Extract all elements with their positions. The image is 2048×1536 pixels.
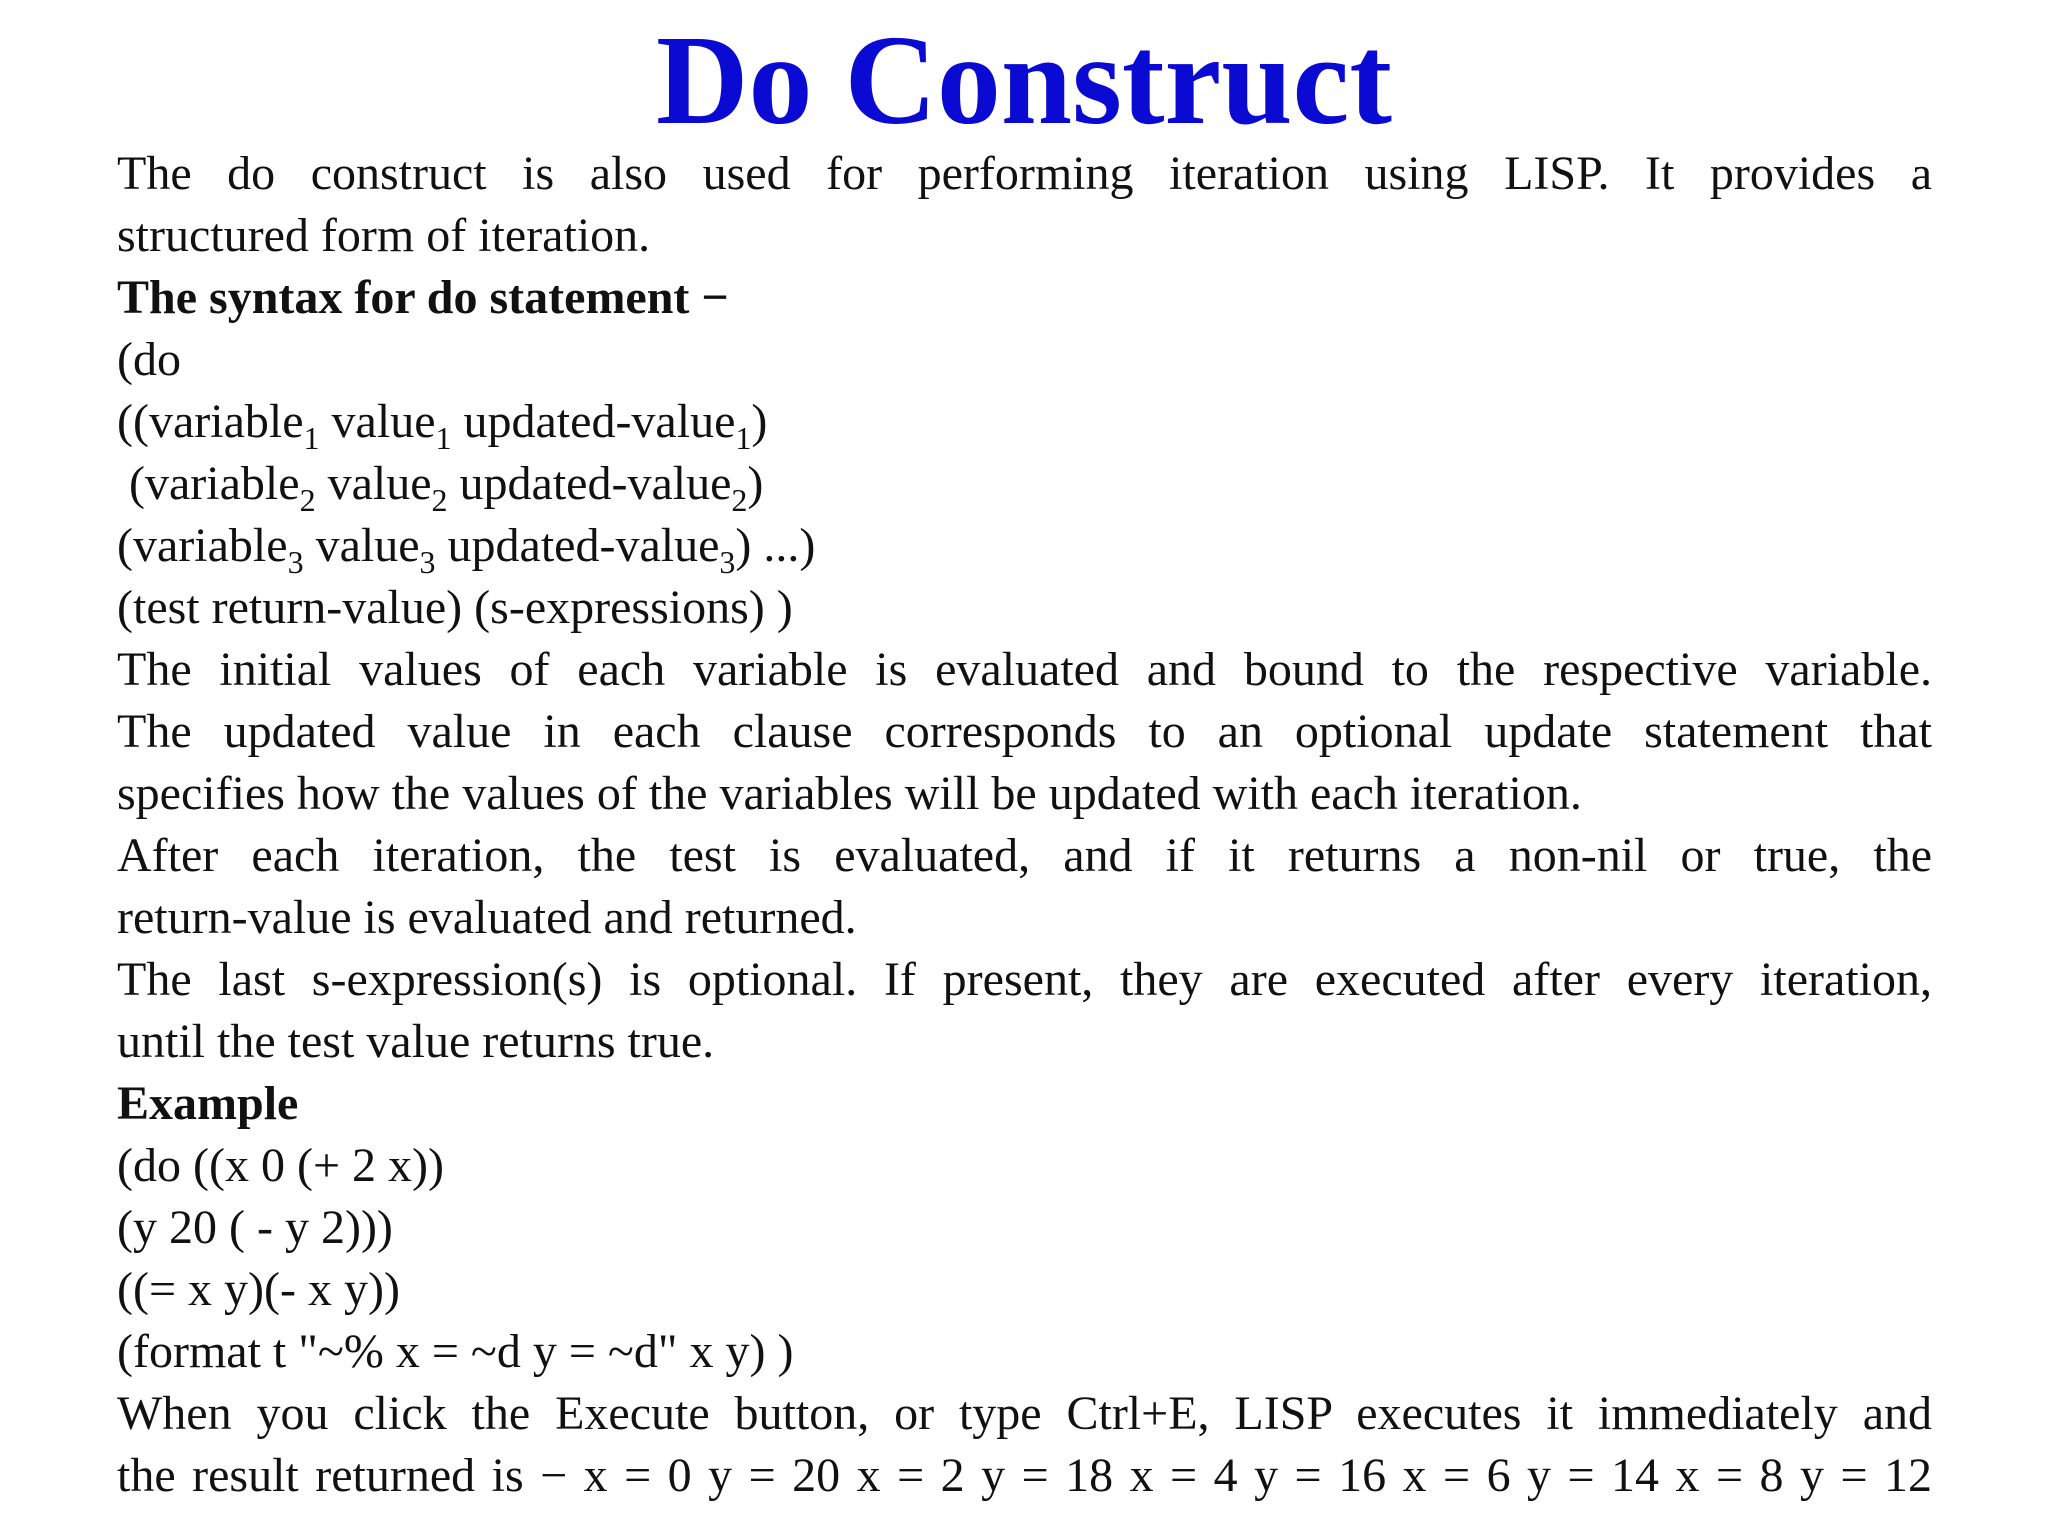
intro-line-2: structured form of iteration.: [117, 209, 651, 262]
slide-body: [117, 143, 1932, 1507]
execute-note-line-1: When you click the Execute button, or type Ctrl+E, LISP executes it immediately and: [117, 1387, 1932, 1440]
subscript: 3: [719, 544, 736, 580]
syntax-text: updated-value: [447, 457, 732, 510]
syntax-variable-line-1: [117, 391, 1932, 456]
execute-note-prefix: the result returned is −: [117, 1449, 568, 1502]
explanation-p1-line-3: specifies how the values of the variables will be updated with each iteration.: [117, 767, 1582, 820]
execute-result: x = 0 y = 20 x = 2 y = 18 x = 4 y = 16 x = 6 y = 14 x = 8 y = 12: [583, 1449, 1933, 1502]
subscript: 3: [419, 544, 436, 580]
syntax-text: updated-value: [435, 519, 720, 572]
execute-note-line-2: [117, 1445, 1932, 1507]
example-code-line-1: (do ((x 0 (+ 2 x)): [117, 1139, 444, 1192]
syntax-variable-line-2: [117, 453, 1932, 518]
slide-title: Do Construct: [656, 9, 1392, 151]
explanation-p1-line-1: The initial values of each variable is evaluated and bound to the respective variable.: [117, 643, 1932, 696]
subscript: 2: [299, 482, 316, 518]
syntax-text: value: [303, 519, 420, 572]
syntax-text: (variable: [129, 457, 300, 510]
explanation-p3-line-2: until the test value returns true.: [117, 1015, 715, 1068]
explanation-p3-line-1: The last s-expression(s) is optional. If present, they are executed after every iteration,: [117, 953, 1932, 1006]
syntax-text: (variable: [117, 519, 288, 572]
subscript: 1: [435, 420, 452, 456]
syntax-text: ) ...): [735, 519, 816, 572]
subscript: 1: [303, 420, 320, 456]
example-heading: Example: [117, 1077, 299, 1130]
explanation-p1-line-2: The updated value in each clause corresponds to an optional update statement that: [117, 705, 1932, 758]
explanation-p2-line-1: After each iteration, the test is evaluated, and if it returns a non-nil or true, the: [117, 829, 1932, 882]
explanation-p2-line-2: return-value is evaluated and returned.: [117, 891, 857, 944]
subscript: 2: [431, 482, 448, 518]
syntax-test-line: (test return-value) (s-expressions) ): [117, 581, 793, 634]
syntax-text: value: [319, 395, 436, 448]
example-code-line-4: (format t "~% x = ~d y = ~d" x y) ): [117, 1325, 794, 1378]
syntax-text: value: [315, 457, 432, 510]
subscript: 3: [287, 544, 304, 580]
syntax-heading: The syntax for do statement −: [117, 271, 729, 324]
example-code-line-2: (y 20 ( - y 2))): [117, 1201, 393, 1254]
syntax-open: (do: [117, 333, 181, 386]
syntax-text: updated-value: [451, 395, 736, 448]
intro-line-1: The do construct is also used for performing iteration using LISP. It provides a: [117, 147, 1932, 200]
syntax-text: ): [747, 457, 764, 510]
example-code-line-3: ((= x y)(- x y)): [117, 1263, 400, 1316]
syntax-text: ((variable: [117, 395, 304, 448]
syntax-variable-line-3: [117, 515, 1932, 580]
subscript: 2: [731, 482, 748, 518]
syntax-text: ): [751, 395, 768, 448]
subscript: 1: [735, 420, 752, 456]
